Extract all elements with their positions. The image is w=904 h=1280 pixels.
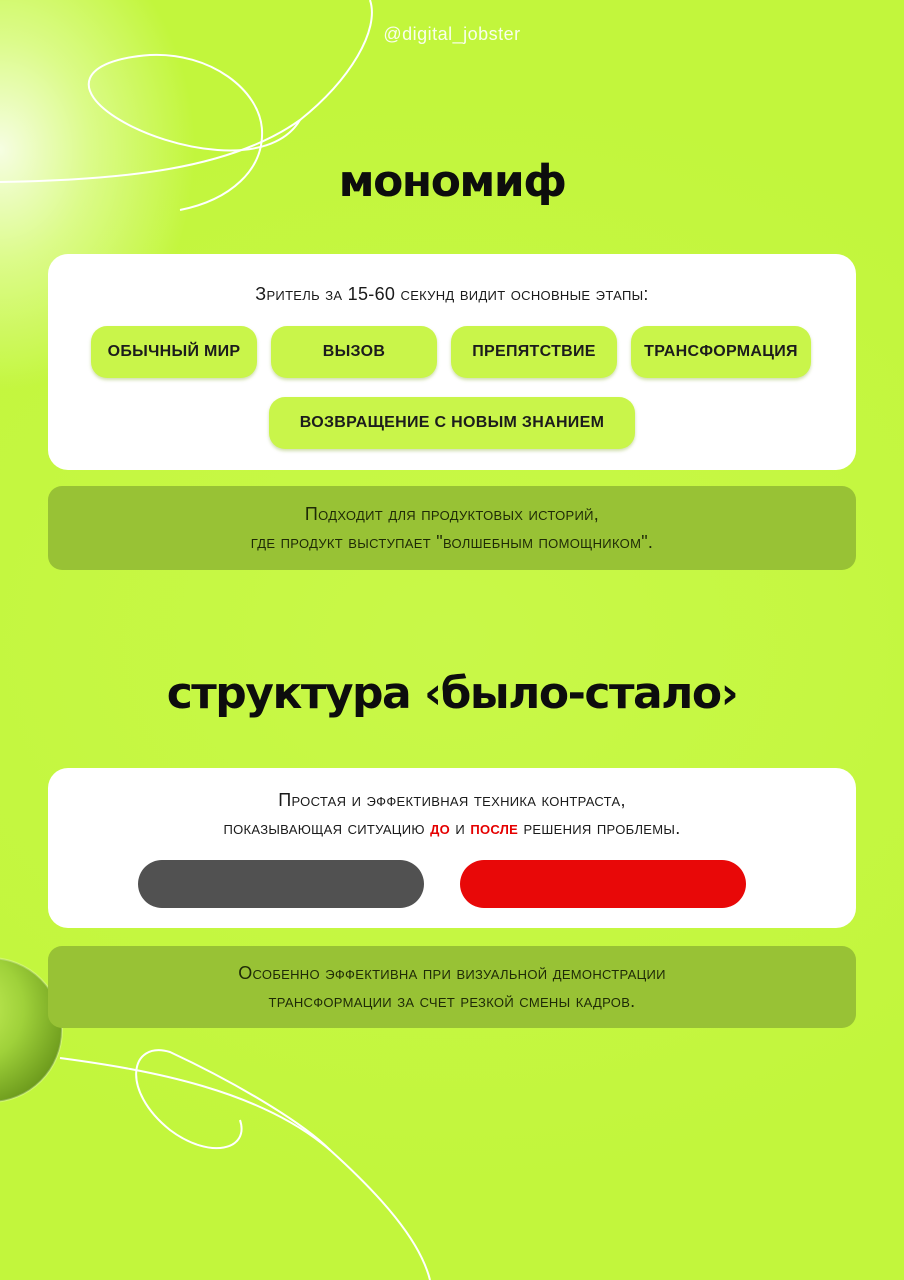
highlight-after: после [470, 818, 519, 838]
desc-and: и [450, 818, 471, 838]
monomyth-title: мономиф [338, 156, 566, 207]
before-after-card [48, 768, 856, 928]
before-after-desc-line2 [48, 813, 856, 844]
stage-return: ВОЗВРАЩЕНИЕ С НОВЫМ ЗНАНИЕМ [269, 397, 635, 449]
before-after-desc-line1: Простая и эффективная техника контраста, [278, 790, 626, 810]
stage-transformation: ТРАНСФОРМАЦИЯ [631, 326, 811, 378]
swirl-loop-bottom [136, 1050, 330, 1150]
before-after-note-line1: Особенно эффективна при визуальной демонстрации [238, 963, 666, 983]
before-after-note-line2: трансформации за счет резкой смены кадров. [268, 991, 636, 1011]
desc-part1: показывающая ситуацию [223, 818, 431, 838]
stage-ordinary-world: ОБЫЧНЫЙ МИР [91, 326, 257, 378]
before-bar [138, 860, 424, 908]
desc-part2: решения проблемы. [518, 818, 681, 838]
stage-obstacle: ПРЕПЯТСТВИЕ [451, 326, 617, 378]
before-after-title: структура ‹было-стало› [166, 668, 738, 719]
monomyth-card [48, 254, 856, 470]
author-handle: @digital_jobster [383, 24, 521, 44]
monomyth-note-line2: где продукт выступает "волшебным помощником". [250, 532, 654, 552]
stage-call: ВЫЗОВ [271, 326, 437, 378]
monomyth-note-line1: Подходит для продуктовых историй, [304, 504, 600, 524]
monomyth-note [48, 486, 856, 570]
highlight-before: до [430, 818, 451, 838]
before-after-note [48, 946, 856, 1028]
after-bar [460, 860, 746, 908]
monomyth-intro: Зритель за 15-60 секунд видит основные этапы: [255, 284, 649, 304]
